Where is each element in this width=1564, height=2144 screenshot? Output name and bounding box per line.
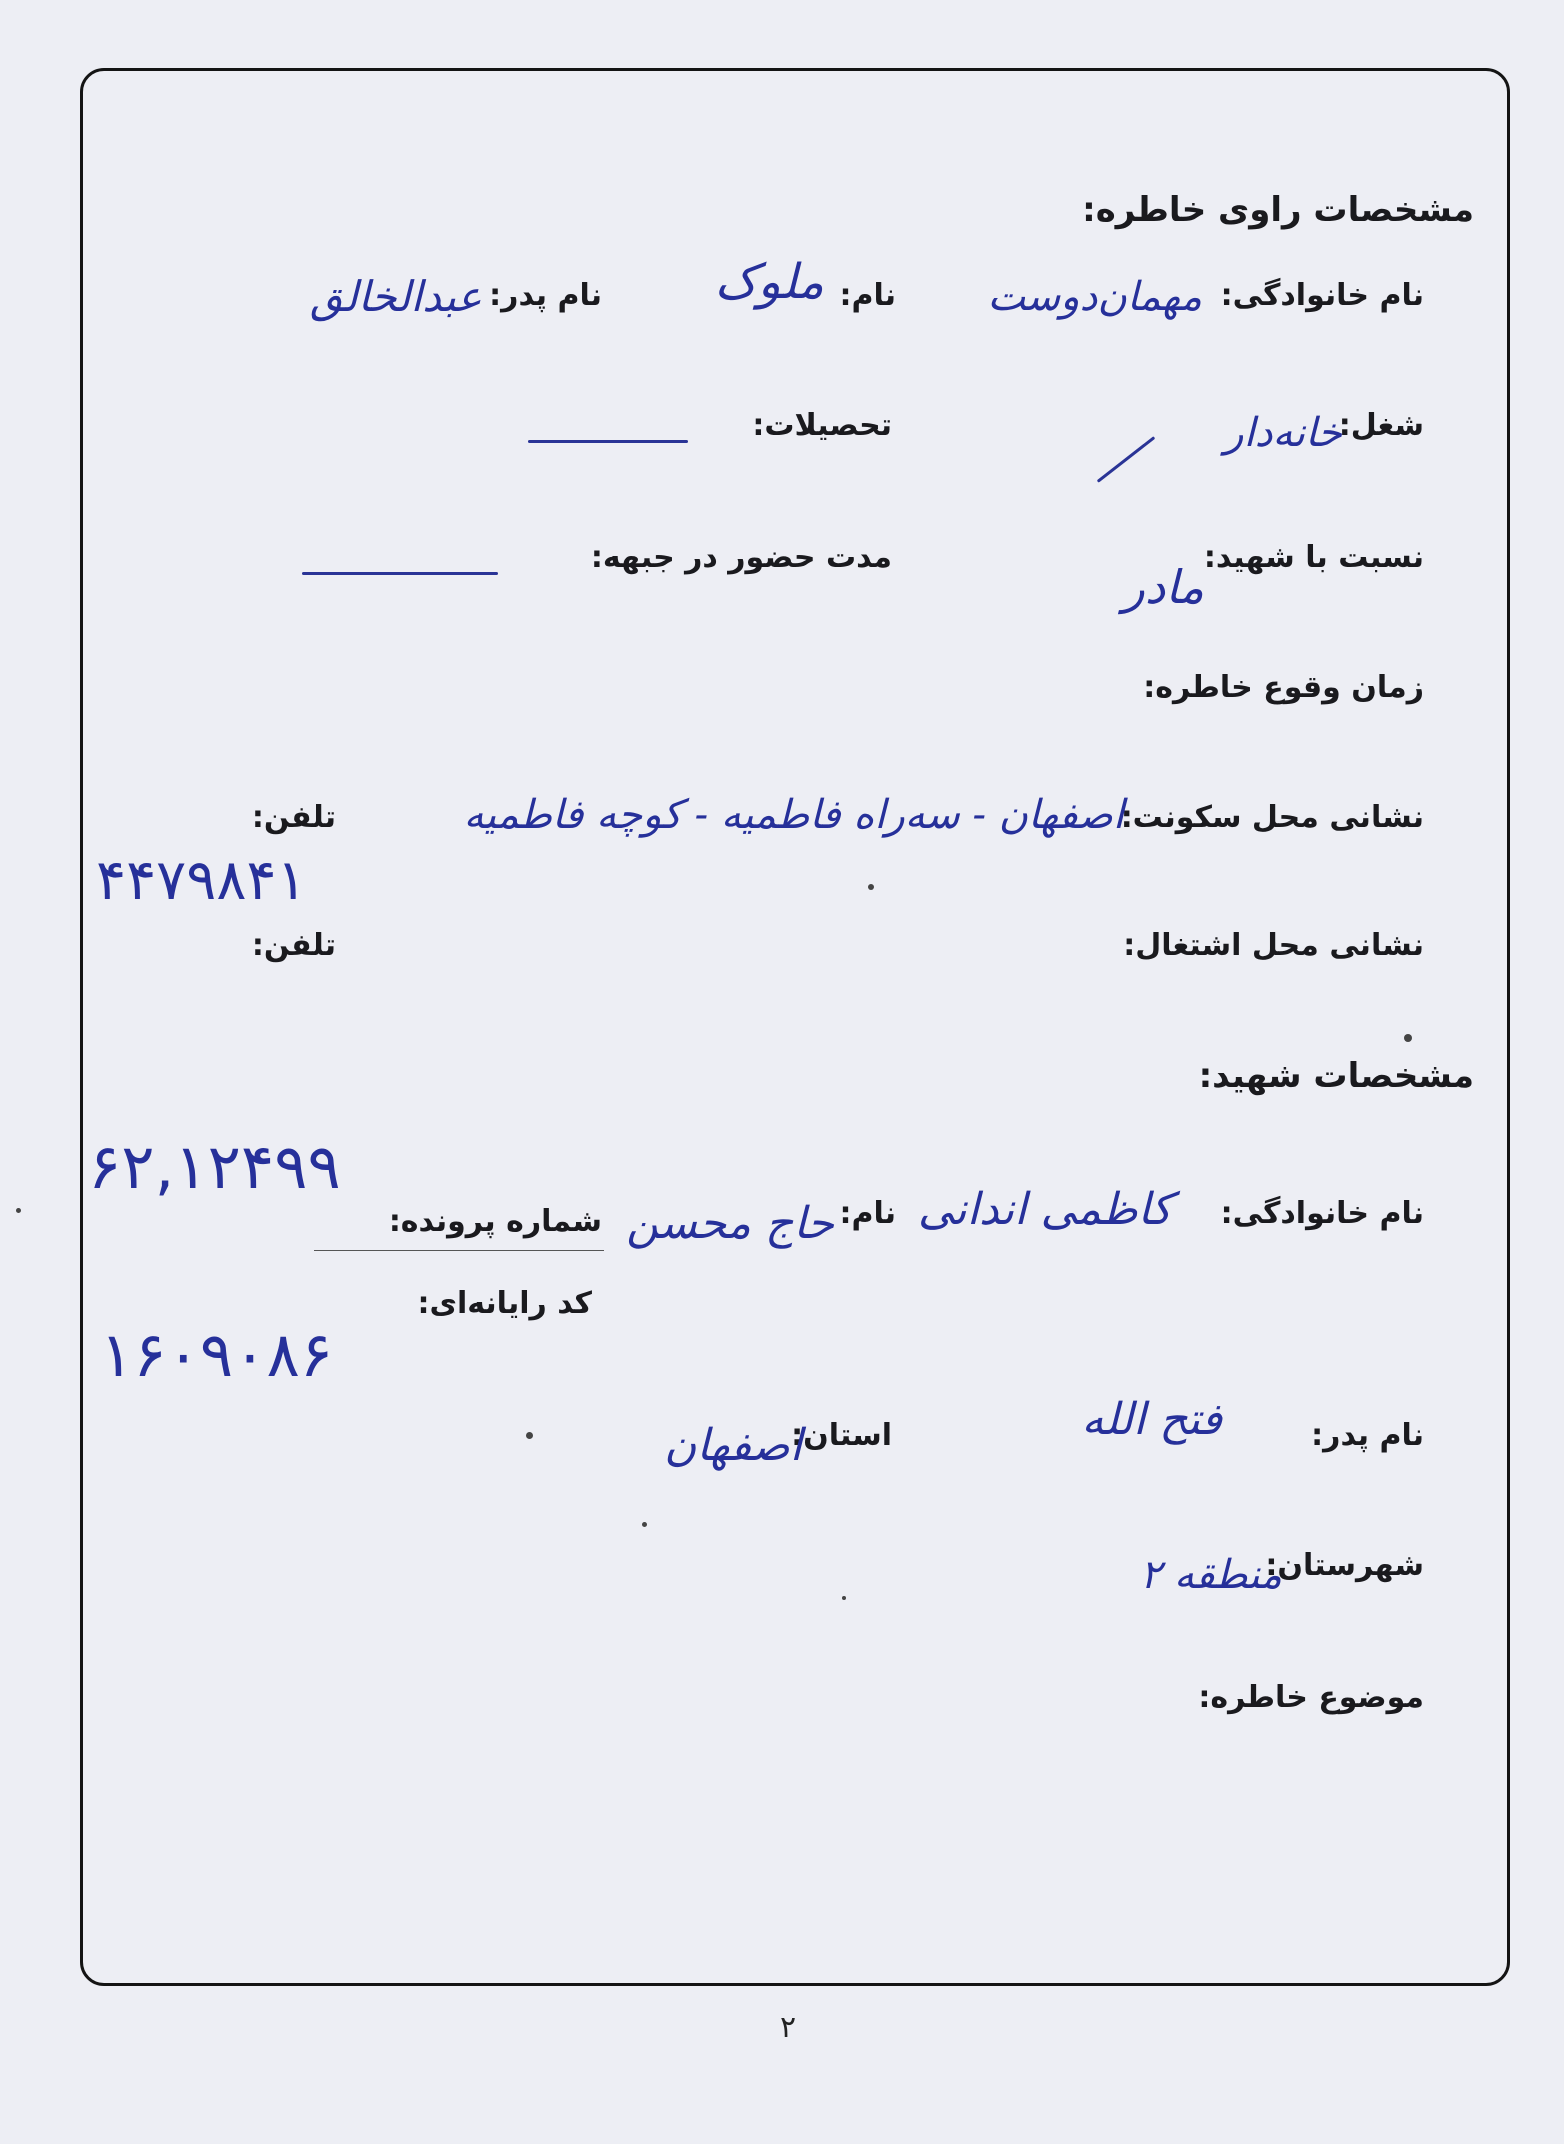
martyr-name-label: نام: xyxy=(839,1196,896,1231)
paper-speck xyxy=(842,1596,846,1600)
job-label: شغل: xyxy=(1338,408,1424,443)
education-dash xyxy=(528,440,688,443)
relation-label: نسبت با شهید: xyxy=(1203,540,1424,575)
martyr-father-label: نام پدر: xyxy=(1311,1418,1424,1453)
address-value: اصفهان - سه‌راه فاطمیه - کوچه فاطمیه xyxy=(463,792,1124,838)
memory-subject-label: موضوع خاطره: xyxy=(1198,1680,1424,1715)
martyr-name-value: حاج محسن xyxy=(626,1198,834,1249)
narrator-name-label: نام: xyxy=(839,278,896,313)
file-number-value: ۶۲,۱۲۴۹۹ xyxy=(88,1130,341,1203)
memory-time-label: زمان وقوع خاطره: xyxy=(1143,670,1424,705)
narrator-family-label: نام خانوادگی: xyxy=(1220,278,1424,313)
paper-speck xyxy=(1404,1034,1412,1042)
front-duration-dash xyxy=(302,572,498,575)
narrator-heading: مشخصات راوی خاطره: xyxy=(1082,190,1474,230)
computer-code-label: کد رایانه‌ای: xyxy=(417,1286,592,1321)
martyr-heading: مشخصات شهید: xyxy=(1198,1056,1474,1096)
file-number-line xyxy=(314,1250,604,1251)
front-duration-label: مدت حضور در جبهه: xyxy=(590,540,892,575)
work-phone-label: تلفن: xyxy=(251,928,336,963)
relation-value: مادر xyxy=(1122,560,1204,614)
work-address-label: نشانی محل اشتغال: xyxy=(1123,928,1424,963)
narrator-name-value: ملوک xyxy=(714,254,824,310)
martyr-family-label: نام خانوادگی: xyxy=(1220,1196,1424,1231)
province-value: اصفهان xyxy=(664,1420,802,1471)
narrator-father-label: نام پدر: xyxy=(489,278,602,313)
file-number-label: شماره پرونده: xyxy=(388,1204,602,1239)
page-number: ۲ xyxy=(780,2010,797,2045)
education-label: تحصیلات: xyxy=(752,408,892,443)
narrator-father-value: عبدالخالق xyxy=(310,272,482,321)
martyr-family-value: کاظمی اندانی xyxy=(917,1184,1172,1235)
city-label: شهرستان: xyxy=(1265,1548,1424,1583)
narrator-family-value: مهمان‌دوست xyxy=(987,274,1202,320)
province-label: استان: xyxy=(791,1418,892,1453)
phone-value: ۴۴۷۹۸۴۱ xyxy=(96,848,307,913)
computer-code-value: ۱۶۰۹۰۸۶ xyxy=(100,1318,334,1391)
phone-label: تلفن: xyxy=(251,800,336,835)
martyr-father-value: فتح الله xyxy=(1081,1394,1222,1445)
city-value: منطقه ۲ xyxy=(1139,1552,1282,1598)
address-label: نشانی محل سکونت: xyxy=(1120,800,1424,835)
paper-speck xyxy=(16,1208,21,1213)
paper-speck xyxy=(642,1522,647,1527)
paper-speck xyxy=(868,884,874,890)
paper-speck xyxy=(526,1432,533,1439)
job-value: خانه‌دار xyxy=(1224,410,1342,456)
